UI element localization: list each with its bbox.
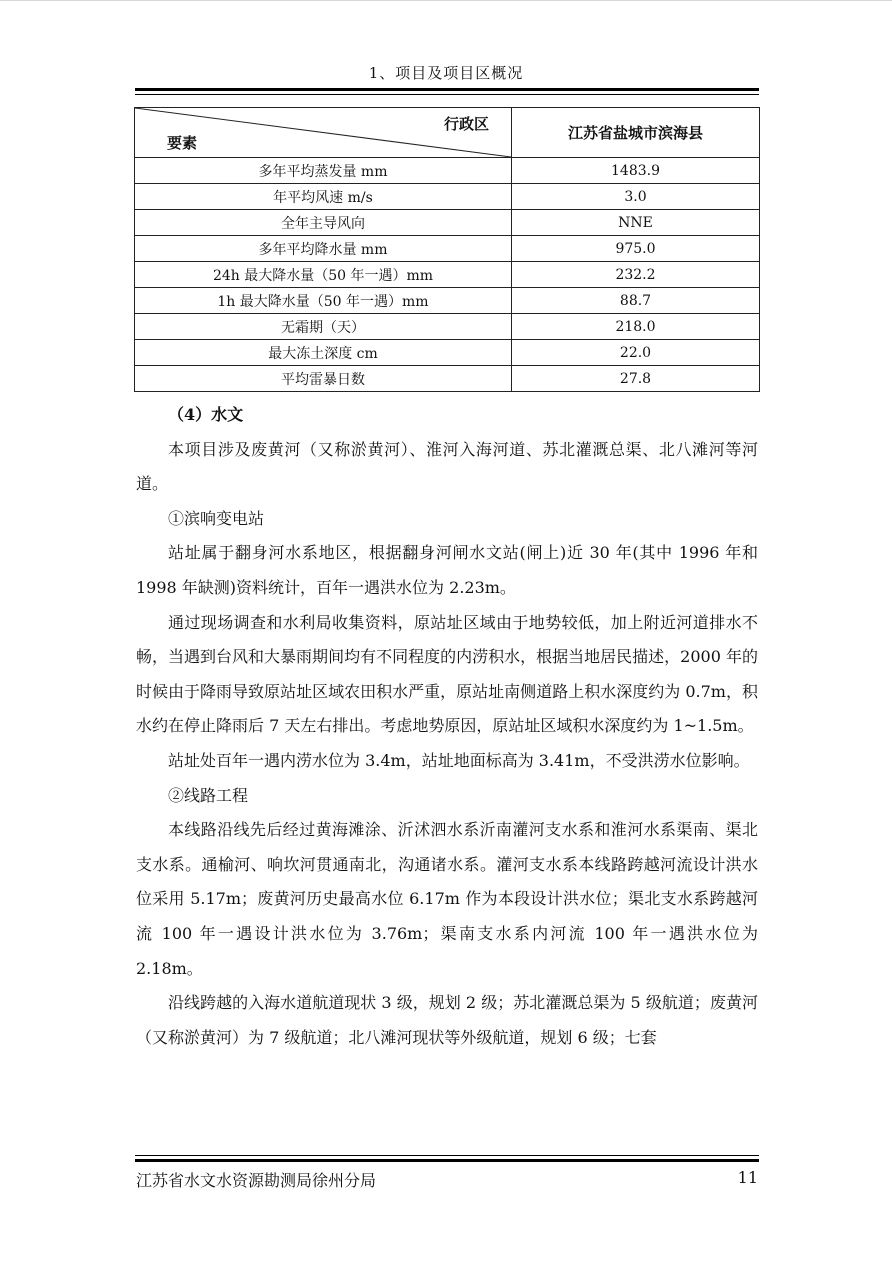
- table-row: [135, 288, 760, 314]
- region-header: 江苏省盐城市滨海县: [512, 108, 760, 158]
- paragraph-substation-flood-level: 站址属于翻身河水系地区，根据翻身河闸水文站(闸上)近 30 年(其中 1996 年和 1998 年缺测)资料统计，百年一遇洪水位为 2.23m。: [136, 543, 758, 597]
- subheading-substation: ①滨响变电站: [168, 508, 265, 528]
- row-value: 232.2: [512, 262, 760, 288]
- row-label: 年平均风速 m/s: [135, 184, 512, 210]
- section-heading: （4）水文: [168, 405, 244, 424]
- table-row: [135, 340, 760, 366]
- row-value: 1483.9: [512, 158, 760, 184]
- table-header-row: [135, 108, 760, 158]
- row-value: NNE: [512, 210, 760, 236]
- row-value: 218.0: [512, 314, 760, 340]
- row-value: 975.0: [512, 236, 760, 262]
- row-label: 多年平均降水量 mm: [135, 236, 512, 262]
- footer-rule-thin: [135, 1155, 759, 1156]
- table-corner-cell: [135, 108, 512, 158]
- row-label: 1h 最大降水量（50 年一遇）mm: [135, 288, 512, 314]
- paragraph-substation-conclusion: 站址处百年一遇内涝水位为 3.4m，站址地面标高为 3.41m，不受洪涝水位影响。: [168, 750, 750, 770]
- paragraph-substation-waterlogging: 通过现场调查和水利局收集资料，原站址区域由于地势较低，加上附近河道排水不畅，当遇到台风和大暴雨期间均有不同程度的内涝积水，根据当地居民描述，2000 年的时候由于降雨导致原站址区域农田积水严重，原站址南侧道路上积水深度约为 0.7m，积水约在停止降雨后 7 天左右排出。考虑地势原因，原站址区域积水深度约为 1~1.5m。: [136, 612, 758, 736]
- running-header: 1、项目及项目区概况: [368, 64, 524, 82]
- table-row: [135, 366, 760, 392]
- paragraph-line-water-systems: 本线路沿线先后经过黄海滩涂、沂沭泗水系沂南灌河支水系和淮河水系渠南、渠北支水系。通榆河、响坎河贯通南北，沟通诸水系。灌河支水系本线路跨越河流设计洪水位采用 5.17m；废黄河历史最高水位 6.17m 作为本段设计洪水位；渠北支水系跨越河流 100 年一遇设计洪水位为 3.76m；渠南支水系内河流 100 年一遇洪水位为 2.18m。: [136, 820, 758, 978]
- table-row: [135, 158, 760, 184]
- table-row: [135, 184, 760, 210]
- page-top-border: [0, 0, 892, 1]
- table-row: [135, 236, 760, 262]
- corner-label-element: 要素: [167, 134, 198, 152]
- row-value: 3.0: [512, 184, 760, 210]
- header-rule-thin: [135, 94, 759, 95]
- row-label: 最大冻土深度 cm: [135, 340, 512, 366]
- subheading-line-project: ②线路工程: [168, 785, 249, 805]
- row-value: 88.7: [512, 288, 760, 314]
- footer-rule-thick: [135, 1159, 759, 1162]
- row-label: 24h 最大降水量（50 年一遇）mm: [135, 262, 512, 288]
- paragraph-line-navigation: 沿线跨越的入海水道航道现状 3 级，规划 2 级；苏北灌溉总渠为 5 级航道；废黄河（又称淤黄河）为 7 级航道；北八滩河现状等外级航道，规划 6 级；七套: [136, 993, 758, 1047]
- table-row: [135, 314, 760, 340]
- corner-label-region: 行政区: [443, 115, 489, 133]
- table-row: [135, 210, 760, 236]
- row-value: 22.0: [512, 340, 760, 366]
- table-row: [135, 262, 760, 288]
- footer-page-number: 11: [737, 1168, 758, 1187]
- row-label: 无霜期（天）: [135, 314, 512, 340]
- main-body: [136, 398, 758, 1055]
- header-rule-thick: [135, 88, 759, 91]
- footer-organization: 江苏省水文水资源勘测局徐州分局: [136, 1171, 377, 1190]
- paragraph-intro: 本项目涉及废黄河（又称淤黄河）、淮河入海河道、苏北灌溉总渠、北八滩河等河道。: [136, 439, 758, 494]
- climate-parameters-table: [134, 107, 760, 392]
- row-label: 全年主导风向: [135, 210, 512, 236]
- row-label: 平均雷暴日数: [135, 366, 512, 392]
- row-label: 多年平均蒸发量 mm: [135, 158, 512, 184]
- row-value: 27.8: [512, 366, 760, 392]
